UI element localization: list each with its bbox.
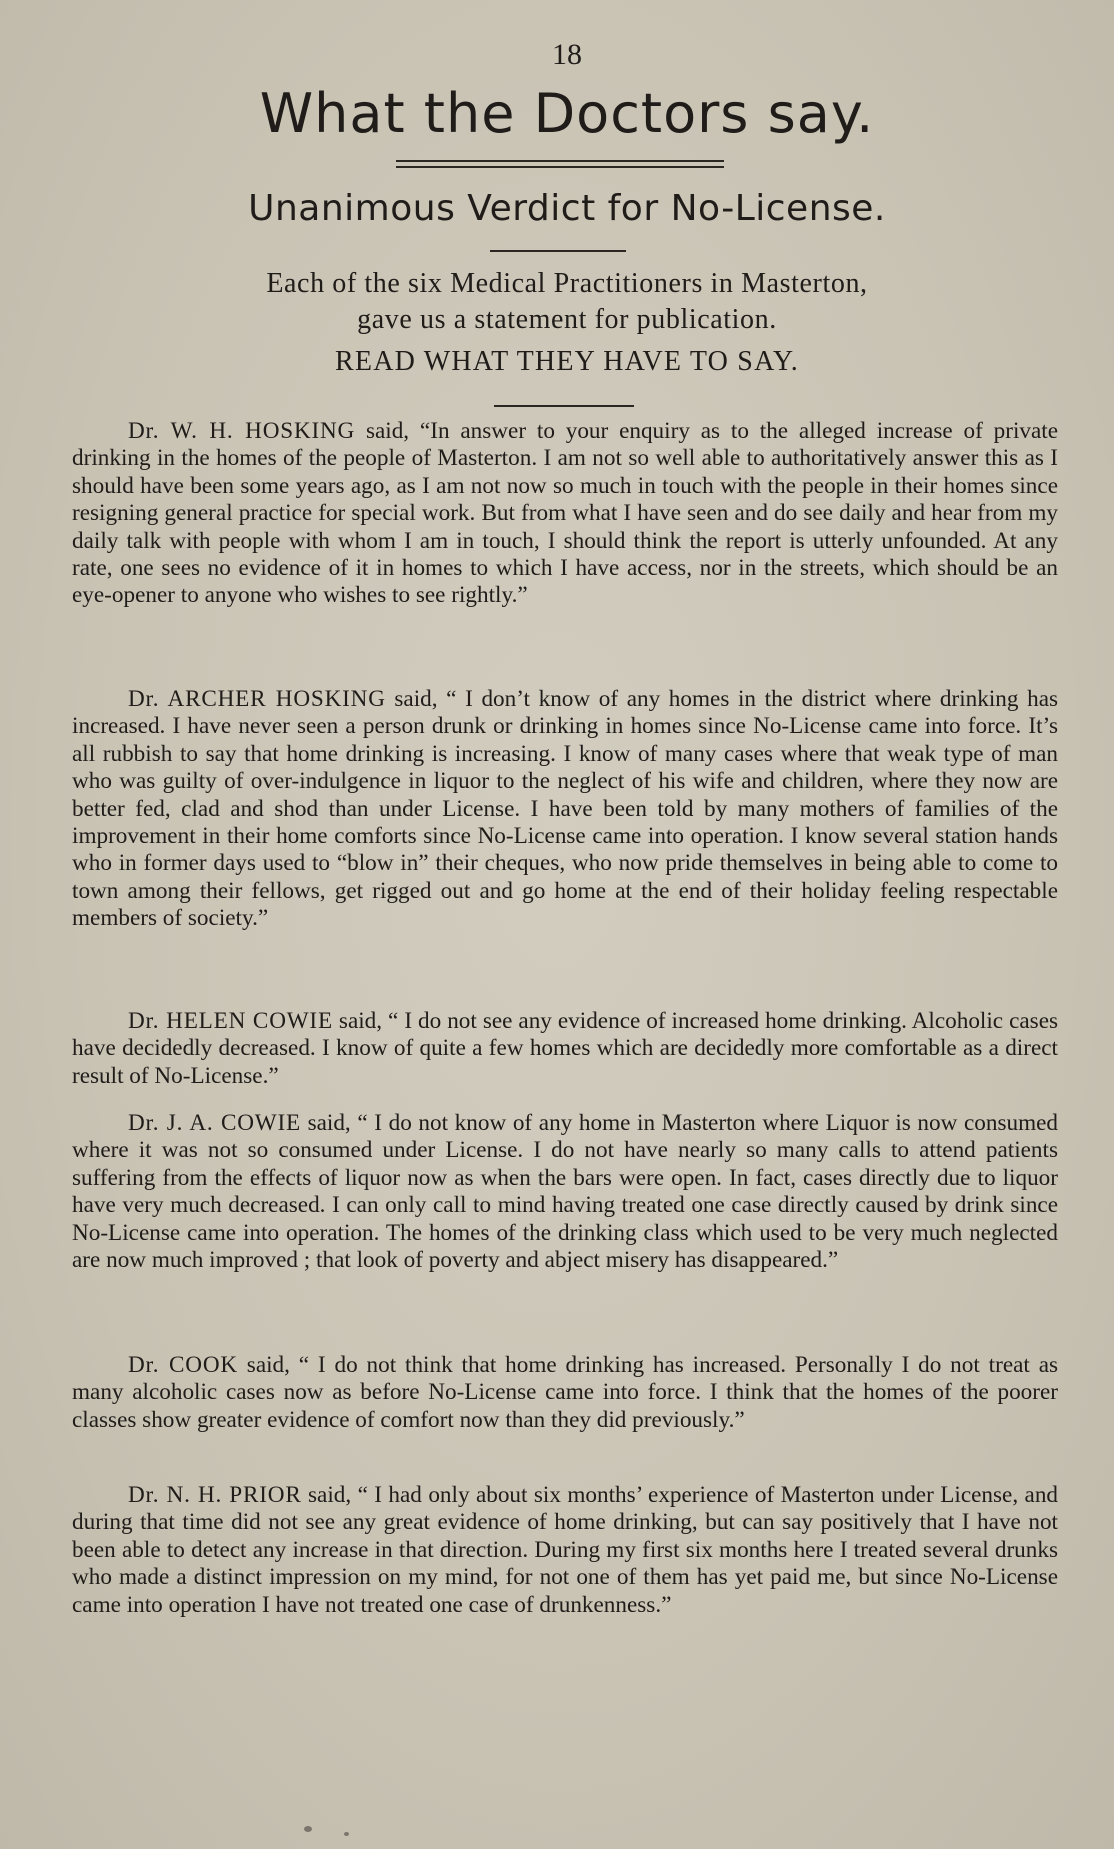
statement-text: said, “ I do not see any evidence of increased home drinking. Alcoholic cases have decidedly decreased. I know of quite a few homes which are decidedly more comfortable as a direct result of No-License.” [72, 1008, 1059, 1089]
statement-hosking-archer [72, 686, 1058, 933]
statement-speaker: Dr. J. A. COWIE [128, 1110, 301, 1136]
statement-prior [72, 1482, 1058, 1619]
subtitle-rule [490, 250, 626, 252]
call-to-action-rule [494, 405, 634, 407]
statement-speaker: Dr. ARCHER HOSKING [128, 686, 386, 712]
intro-line-1: Each of the six Medical Practitioners in Masterton, [266, 268, 868, 299]
paper-speck [304, 1826, 312, 1832]
statement-speaker: Dr. COOK [128, 1352, 238, 1378]
statement-speaker: Dr. N. H. PRIOR [128, 1482, 302, 1508]
statement-cook [72, 1352, 1058, 1434]
statement-text: said, “ I don’t know of any homes in the district where drinking has increased. I have never seen a person drunk or drinking in homes since No-License came into force. It’s all rubbish to say that home drinking is increasing. I know of many cases where that weak type of man who was guilty of over-indulgence in liquor to the neglect of his wife and children, where they now are better fed, clad and shod than under License. I have been told by many mothers of families of the improvement in their home comforts since No-License came into operation. I know several station hands who in former days used to “blow in” their cheques, who now pride themselves in being able to come to town among their fellows, get rigged out and go home at the end of their holiday feeling respectable members of society.” [72, 686, 1059, 932]
subtitle: Unanimous Verdict for No-License. [248, 188, 886, 229]
paper-speck [344, 1832, 349, 1836]
statement-cowie-helen [72, 1008, 1058, 1090]
statement-text: said, “ I do not know of any home in Masterton where Liquor is now consumed where it was not so consumed under License. I do not have nearly so many calls to attend patients suffering from the effects of liquor now as when the bars were open. In fact, cases directly due to liquor have very much decreased. I can only call to mind having treated one case directly caused by drink since No-License came into operation. The homes of the drinking class which used to be very much neglected are now much improved ; that look of poverty and abject misery has disappeared.” [72, 1110, 1059, 1274]
statement-speaker: Dr. W. H. HOSKING [128, 418, 356, 444]
statement-text: said, “In answer to your enquiry as to the alleged increase of private drinking in the homes of the people of Masterton. I am not so well able to authoritatively answer this as I should have been some years ago, as I am not now so much in touch with the people in their homes since resigning general practice for special work. But from what I have seen and do see daily and hear from my daily talk with people with whom I am in touch, I should think the report is utterly unfounded. At any rate, one sees no evidence of it in homes to which I have access, nor in the streets, which should be an eye-opener to anyone who wishes to see rightly.” [72, 418, 1059, 609]
statement-hosking-wh [72, 418, 1058, 610]
title-double-rule [396, 160, 724, 168]
page-title: What the Doctors say. [259, 82, 875, 145]
intro-line-2: gave us a statement for publication. [357, 304, 777, 335]
statement-text: said, “ I do not think that home drinking has increased. Personally I do not treat as many alcoholic cases now as before No-License came into force. I think that the homes of the poorer classes show greater evidence of comfort now than they did previously.” [72, 1352, 1059, 1433]
statement-text: said, “ I had only about six months’ experience of Masterton under License, and during that time did not see any great evidence of home drinking, but can say positively that I have not been able to detect any increase in that direction. During my first six months here I treated several drunks who made a distinct impression on my mind, for not one of them has yet paid me, but since No-License came into operation I have not treated one case of drunkenness.” [72, 1482, 1059, 1618]
statement-cowie-ja [72, 1110, 1058, 1274]
page-number: 18 [552, 38, 582, 71]
intro-text [0, 266, 1114, 338]
call-to-action: READ WHAT THEY HAVE TO SAY. [335, 346, 799, 377]
statement-speaker: Dr. HELEN COWIE [128, 1008, 333, 1034]
